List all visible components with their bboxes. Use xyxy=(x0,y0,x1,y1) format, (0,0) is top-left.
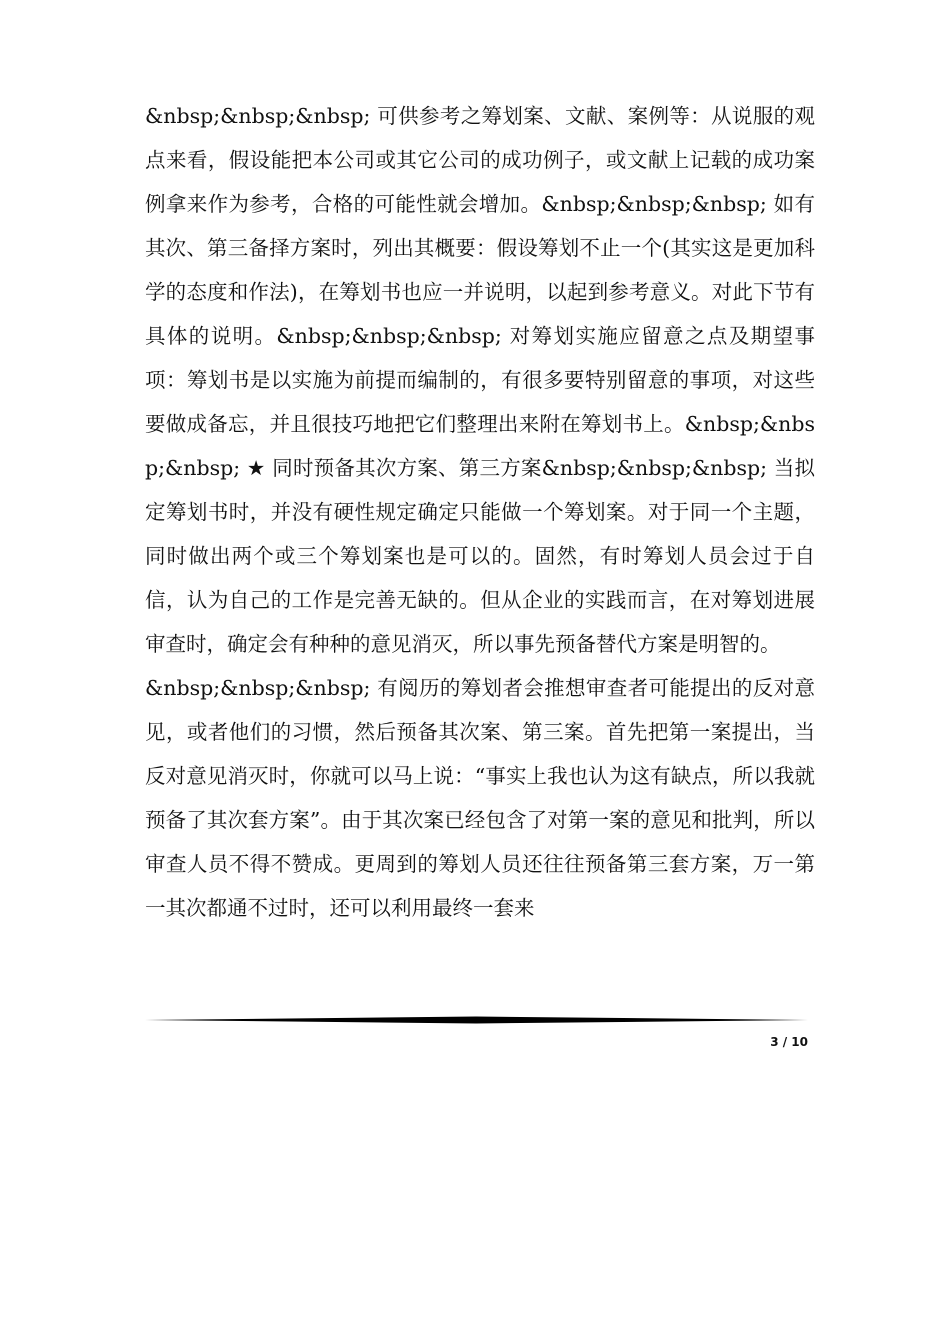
body-text xyxy=(145,94,815,930)
page-number: 3 / 10 xyxy=(770,1035,808,1049)
paragraph-1: &nbsp;&nbsp;&nbsp; 可供参考之筹划案、文献、案例等：从说服的观点来看，假设能把本公司或其它公司的成功例子，或文献上记载的成功案例拿来作为参考，合格的可能性就会增加。&nbsp;&nbsp;&nbsp; 如有其次、第三备择方案时，列出其概要：假设筹划不止一个(其实这是更加科学的态度和作法)，在筹划书也应一并说明，以起到参考意义。对此下节有具体的说明。&nbsp;&nbsp;&nbsp; 对筹划实施应留意之点及期望事项：筹划书是以实施为前提而编制的，有很多要特别留意的事项，对这些要做成备忘，并且很技巧地把它们整理出来附在筹划书上。&nbsp;&nbsp;&nbsp; ★ 同时预备其次方案、第三方案&nbsp;&nbsp;&nbsp; 当拟定筹划书时，并没有硬性规定确定只能做一个筹划案。对于同一个主题，同时做出两个或三个筹划案也是可以的。固然，有时筹划人员会过于自信，认为自己的工作是完善无缺的。但从企业的实践而言，在对筹划进展审查时，确定会有种种的意见消灭，所以事先预备替代方案是明智的。 xyxy=(145,104,815,656)
footer-divider xyxy=(145,1016,808,1024)
paragraph-2: &nbsp;&nbsp;&nbsp; 有阅历的筹划者会推想审查者可能提出的反对意见，或者他们的习惯，然后预备其次案、第三案。首先把第一案提出，当反对意见消灭时，你就可以马上说：“事实上我也认为这有缺点，所以我就预备了其次套方案”。由于其次案已经包含了对第一案的意见和批判，所以审查人员不得不赞成。更周到的筹划人员还往往预备第三套方案，万一第一其次都通不过时，还可以利用最终一套来 xyxy=(145,676,815,920)
